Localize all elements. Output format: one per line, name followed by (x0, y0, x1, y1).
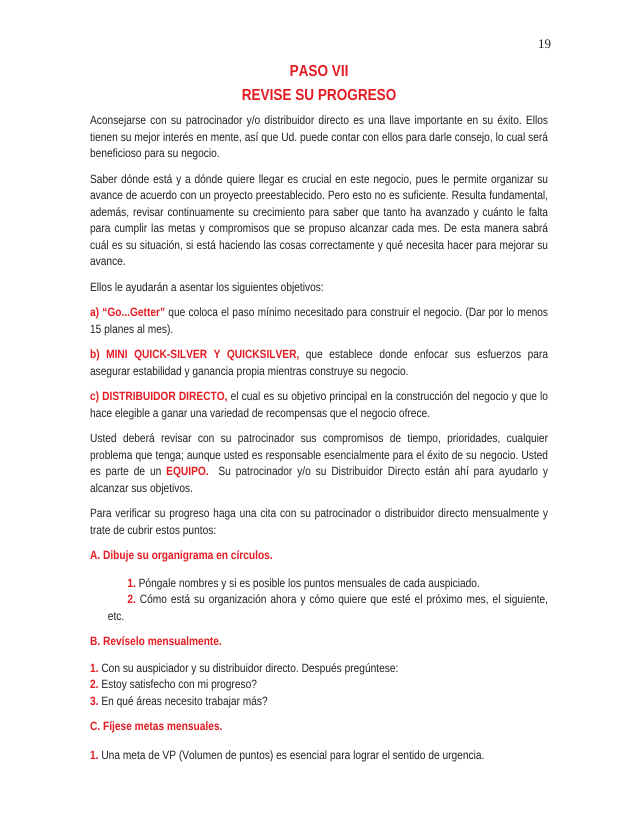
team-text-before: Usted deberá revisar con su patrocinador sus compromisos de tiempo, prioridades, cualquier problema que tenga; aunque usted es responsable esencialmente para el éxito de su negocio. Usted es parte de un (90, 431, 548, 478)
objective-a-text: que coloca el paso mínimo necesitado para construir el negocio. (Dar por lo menos 15 planes al mes). (90, 305, 548, 336)
objective-c (90, 388, 548, 421)
list-item-number: 2. (90, 677, 99, 691)
list-item (90, 693, 548, 710)
page-title (48, 60, 589, 108)
document-body (90, 112, 548, 772)
team-highlight: EQUIPO. (166, 464, 209, 478)
objective-c-text: el cual es su objetivo principal en la construcción del negocio y que lo hace elegible a ganar una variedad de recompensas que el negocio ofrece. (90, 389, 548, 420)
objective-b (90, 346, 548, 379)
list-item (90, 676, 548, 693)
list-item-number: 3. (90, 693, 99, 708)
intro-paragraph-1: Aconsejarse con su patrocinador y/o distribuidor directo es una llave importante en su éxito. Ellos tienen su mejor interés en mente, así que Ud. puede contar con ellos para darle consejo, lo cual será beneficioso para su negocio. (90, 113, 548, 160)
objective-a-label: a) “Go...Getter” (90, 305, 166, 319)
section-a-heading: A. Dibuje su organigrama en círculos. (90, 548, 273, 562)
list-item-number: 2. (127, 592, 136, 606)
objective-a (90, 304, 548, 337)
objective-c-label: c) DISTRIBUIDOR DIRECTO, (90, 389, 228, 403)
team-paragraph (90, 430, 548, 496)
list-item-text: Con su auspiciador y su distribuidor directo. Después pregúntese: (101, 660, 399, 675)
list-item-number: 1. (90, 747, 99, 762)
list-item (90, 660, 548, 677)
list-item-number: 1. (90, 660, 99, 675)
verify-paragraph: Para verificar su progreso haga una cita con su patrocinador o distribuidor directo mensualmente y trate de cubrir estos puntos: (90, 506, 548, 537)
section-b-heading: B. Revíselo mensualmente. (90, 634, 222, 648)
section-c-heading: C. Fíjese metas mensuales. (90, 719, 223, 733)
list-item-number: 1. (127, 575, 136, 590)
page-number: 19 (538, 36, 551, 51)
title-line-1: PASO VII (289, 63, 349, 80)
title-line-2: REVISE SU PROGRESO (241, 87, 397, 104)
list-item (108, 575, 548, 592)
intro-paragraph-3: Ellos le ayudarán a asentar los siguientes objetivos: (90, 279, 324, 294)
team-text-after: Su patrocinador y/o su Distribuidor Directo están ahí para ayudarlo y alcanzar sus objetivos. (90, 464, 548, 495)
list-item (90, 747, 548, 764)
objective-b-text: que establece donde enfocar sus esfuerzos para asegurar estabilidad y ganancia propia mientras construye su negocio. (90, 347, 548, 378)
list-item (108, 591, 548, 624)
intro-paragraph-2: Saber dónde está y a dónde quiere llegar es crucial en este negocio, pues le permite organizar su avance de acuerdo con un proyecto preestablecido. Pero esto no es suficiente. Resulta fundamental, además, revisar continuamente su crecimiento para saber que tanto ha avanzado y cuánto le falta para cumplir las metas y compromisos que se propuso alcanzar cada mes. De esta manera sabrá cuál es su situación, si está haciendo las cosas correctamente y qué necesita hacer para mejorar su avance. (90, 171, 548, 268)
list-item-text: Estoy satisfecho con mi progreso? (101, 677, 257, 691)
list-item-text: En qué áreas necesito trabajar más? (101, 693, 268, 708)
list-item-text: Póngale nombres y si es posible los puntos mensuales de cada auspiciado. (138, 575, 480, 590)
list-item-text: Una meta de VP (Volumen de puntos) es esencial para lograr el sentido de urgencia. (101, 747, 485, 762)
objective-b-label: b) MINI QUICK-SILVER Y QUICKSILVER, (90, 347, 300, 361)
list-item-text: Cómo está su organización ahora y cómo quiere que esté el próximo mes, el siguiente, etc. (107, 592, 548, 623)
